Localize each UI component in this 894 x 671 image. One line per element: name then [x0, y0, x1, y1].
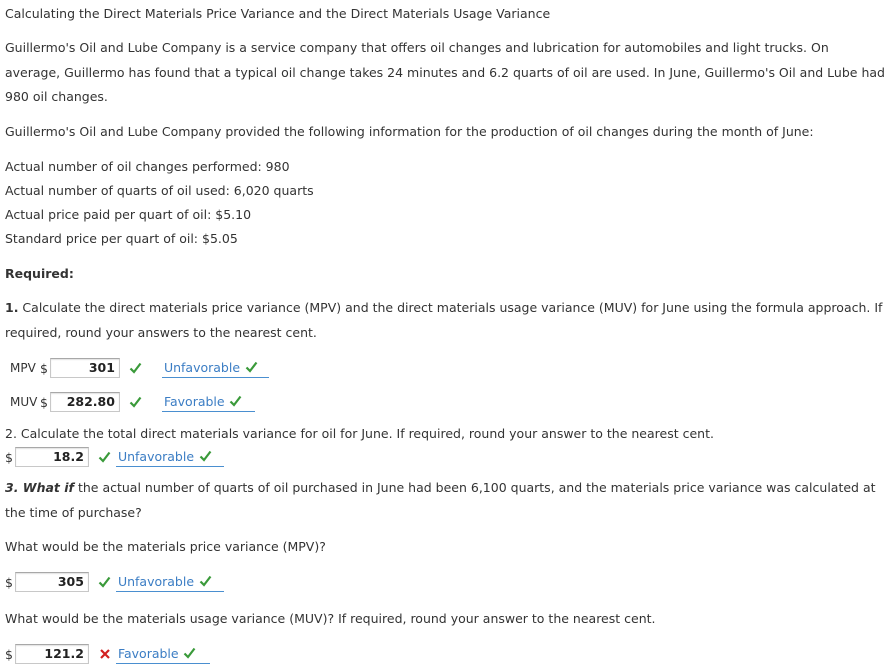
muv-label: MUV — [10, 395, 38, 409]
question-3-body: the actual number of quarts of oil purchased in June had been 6,100 quarts, and the materials price variance was calculated at the time of purchase? — [5, 480, 876, 520]
total-variance-select-value: Unfavorable — [117, 448, 195, 464]
muv-select-check-icon — [229, 393, 243, 409]
total-variance-select[interactable] — [116, 447, 224, 467]
question-1-text — [5, 296, 885, 345]
muv-answer-row — [10, 391, 255, 413]
fact-actual-price: Actual price paid per quart of oil: $5.10 — [5, 207, 252, 222]
q3-mpv-dollar-sign: $ — [5, 574, 13, 590]
q3-muv-input[interactable]: 121.2 — [15, 644, 89, 664]
q3-mpv-select-check-icon — [198, 573, 212, 589]
muv-select-value: Favorable — [163, 393, 225, 409]
q3-mpv-row — [5, 571, 224, 593]
mpv-input[interactable]: 301 — [50, 358, 120, 378]
total-variance-row — [5, 446, 224, 468]
question-3-what-if: 3. What if — [5, 480, 74, 495]
q3-mpv-select-value: Unfavorable — [117, 573, 195, 589]
q3-muv-select-value: Favorable — [117, 645, 179, 661]
question-1-number: 1. — [5, 300, 19, 315]
mpv-dollar-sign: $ — [40, 360, 48, 376]
muv-input[interactable]: 282.80 — [50, 392, 120, 412]
q3-mpv-question: What would be the materials price variance (MPV)? — [5, 539, 326, 554]
q3-mpv-input[interactable]: 305 — [15, 572, 89, 592]
q3-mpv-select[interactable] — [116, 572, 224, 592]
q3-muv-row — [5, 643, 210, 665]
fact-standard-price: Standard price per quart of oil: $5.05 — [5, 231, 238, 246]
q3-muv-select-check-icon — [183, 645, 197, 661]
fact-oil-changes: Actual number of oil changes performed: 980 — [5, 159, 290, 174]
total-variance-dollar-sign: $ — [5, 449, 13, 465]
question-2-text: 2. Calculate the total direct materials variance for oil for June. If required, round your answer to the nearest cent. — [5, 426, 714, 441]
total-variance-input[interactable]: 18.2 — [15, 447, 89, 467]
q3-muv-cross-icon — [98, 646, 112, 662]
mpv-select-value: Unfavorable — [163, 359, 241, 375]
required-heading: Required: — [5, 266, 74, 281]
q3-muv-question: What would be the materials usage variance (MUV)? If required, round your answer to the nearest cent. — [5, 611, 656, 626]
intro-paragraph: Guillermo's Oil and Lube Company is a service company that offers oil changes and lubrication for automobiles and light trucks. On average, Guillermo has found that a typical oil change takes 24 minutes and 6.2 quarts of oil are used. In June, Guillermo's Oil and Lube had 980 oil changes. — [5, 40, 885, 104]
mpv-label: MPV — [10, 361, 36, 375]
page-title: Calculating the Direct Materials Price Variance and the Direct Materials Usage Variance — [5, 6, 551, 21]
q3-muv-select[interactable] — [116, 644, 210, 664]
question-1-body: Calculate the direct materials price variance (MPV) and the direct materials usage variance (MUV) for June using the formula approach. If required, round your answers to the nearest cent. — [5, 300, 883, 340]
fact-quarts-used: Actual number of quarts of oil used: 6,020 quarts — [5, 183, 314, 198]
provided-info-text: Guillermo's Oil and Lube Company provided the following information for the production of oil changes during the month of June: — [5, 124, 814, 139]
mpv-check-icon — [129, 360, 143, 376]
q3-mpv-check-icon — [98, 574, 112, 590]
muv-select[interactable] — [162, 392, 255, 412]
total-variance-select-check-icon — [198, 448, 212, 464]
total-variance-check-icon — [98, 449, 112, 465]
muv-check-icon — [129, 394, 143, 410]
muv-dollar-sign: $ — [40, 394, 48, 410]
q3-muv-dollar-sign: $ — [5, 646, 13, 662]
mpv-answer-row — [10, 357, 269, 379]
mpv-select-check-icon — [244, 359, 258, 375]
question-3-text — [5, 476, 885, 525]
mpv-select[interactable] — [162, 358, 269, 378]
